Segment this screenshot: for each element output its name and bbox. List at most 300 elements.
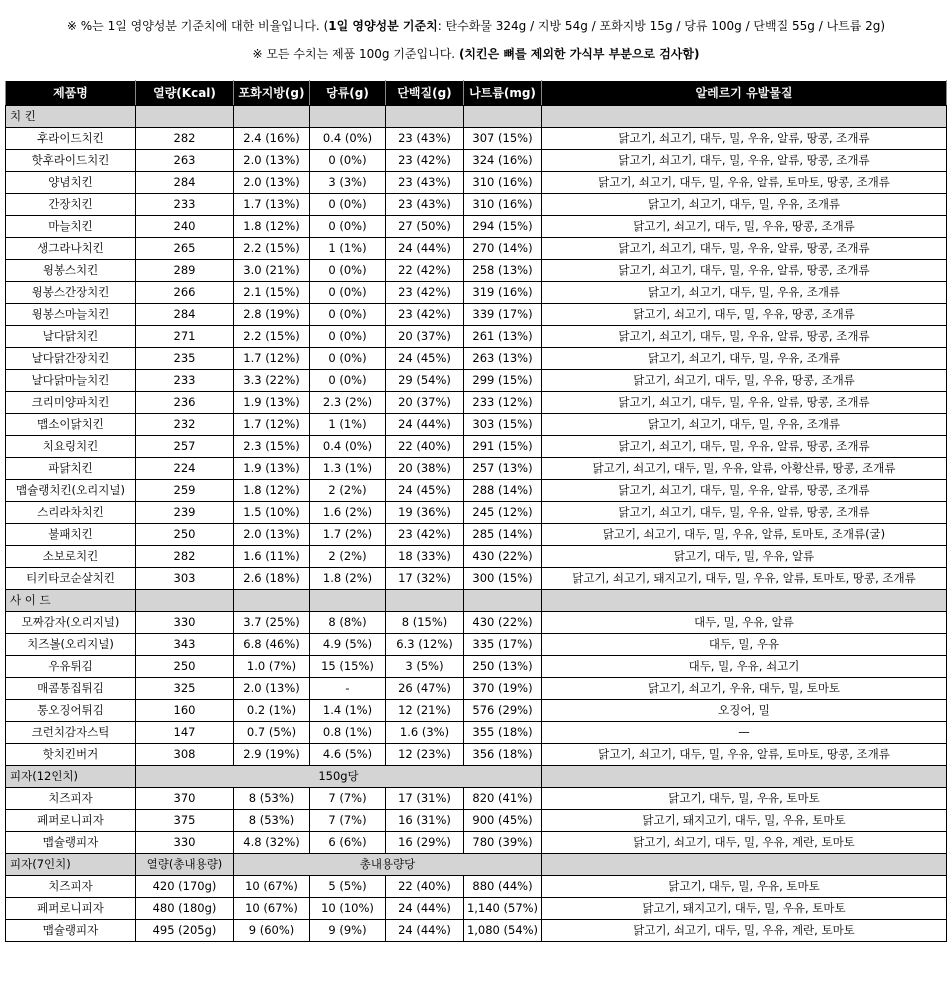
allergens: 닭고기, 쇠고기, 대두, 밀, 우유, 계란, 토마토 (542, 920, 947, 942)
calories: 308 (136, 744, 234, 766)
saturated-fat: 2.8 (19%) (234, 304, 310, 326)
protein: 22 (42%) (386, 260, 464, 282)
section-label: 사 이 드 (6, 590, 136, 612)
sodium: 285 (14%) (464, 524, 542, 546)
protein: 20 (37%) (386, 326, 464, 348)
allergens: 닭고기, 돼지고기, 대두, 밀, 우유, 토마토 (542, 810, 947, 832)
section-empty-cell (542, 590, 947, 612)
product-name: 날다닭간장치킨 (6, 348, 136, 370)
section-basis: 총내용량당 (234, 854, 542, 876)
sodium: 339 (17%) (464, 304, 542, 326)
section-empty-cell (464, 106, 542, 128)
calories: 495 (205g) (136, 920, 234, 942)
header-product: 제품명 (6, 81, 136, 106)
sugar: 15 (15%) (310, 656, 386, 678)
table-row (6, 898, 947, 920)
allergens: 닭고기, 쇠고기, 대두, 밀, 우유, 계란, 토마토 (542, 832, 947, 854)
header-sodium: 나트륨(mg) (464, 81, 542, 106)
nutrition-table (5, 80, 947, 942)
section-empty-cell (234, 106, 310, 128)
sodium: 576 (29%) (464, 700, 542, 722)
protein: 17 (31%) (386, 788, 464, 810)
calories: 330 (136, 612, 234, 634)
calories: 235 (136, 348, 234, 370)
allergens: 닭고기, 대두, 밀, 우유, 토마토 (542, 788, 947, 810)
product-name: 통오징어튀김 (6, 700, 136, 722)
sugar: 1.4 (1%) (310, 700, 386, 722)
protein: 17 (32%) (386, 568, 464, 590)
allergens: 닭고기, 쇠고기, 대두, 밀, 우유, 땅콩, 조개류 (542, 216, 947, 238)
protein: 1.6 (3%) (386, 722, 464, 744)
allergens: 닭고기, 쇠고기, 대두, 밀, 우유, 알류, 땅콩, 조개류 (542, 392, 947, 414)
product-name: 모짜감자(오리지널) (6, 612, 136, 634)
protein: 24 (44%) (386, 898, 464, 920)
protein: 23 (42%) (386, 304, 464, 326)
saturated-fat: 1.5 (10%) (234, 502, 310, 524)
product-name: 치요링치킨 (6, 436, 136, 458)
sodium: 356 (18%) (464, 744, 542, 766)
calories: 343 (136, 634, 234, 656)
saturated-fat: 1.9 (13%) (234, 458, 310, 480)
calories: 263 (136, 150, 234, 172)
calories: 233 (136, 370, 234, 392)
protein: 24 (44%) (386, 238, 464, 260)
section-empty-cell (234, 590, 310, 612)
product-name: 생그라나치킨 (6, 238, 136, 260)
product-name: 날다닭치킨 (6, 326, 136, 348)
allergens: 닭고기, 쇠고기, 대두, 밀, 우유, 알류, 땅콩, 조개류 (542, 128, 947, 150)
sugar: 0 (0%) (310, 304, 386, 326)
protein: 6.3 (12%) (386, 634, 464, 656)
table-row (6, 458, 947, 480)
allergens: 닭고기, 쇠고기, 돼지고기, 대두, 밀, 우유, 알류, 토마토, 땅콩, 조개류 (542, 568, 947, 590)
sodium: 300 (15%) (464, 568, 542, 590)
protein: 23 (43%) (386, 172, 464, 194)
protein: 12 (23%) (386, 744, 464, 766)
saturated-fat: 3.7 (25%) (234, 612, 310, 634)
product-name: 윙봉스마늘치킨 (6, 304, 136, 326)
allergens: 오징어, 밀 (542, 700, 947, 722)
header-sugar: 당류(g) (310, 81, 386, 106)
protein: 24 (44%) (386, 920, 464, 942)
protein: 22 (40%) (386, 436, 464, 458)
product-name: 맵슐랭피자 (6, 832, 136, 854)
sugar: 8 (8%) (310, 612, 386, 634)
calories: 257 (136, 436, 234, 458)
table-row (6, 370, 947, 392)
protein: 18 (33%) (386, 546, 464, 568)
product-name: 불패치킨 (6, 524, 136, 546)
allergens: 닭고기, 쇠고기, 대두, 밀, 우유, 알류, 땅콩, 조개류 (542, 436, 947, 458)
protein: 20 (37%) (386, 392, 464, 414)
allergens: 대두, 밀, 우유, 알류 (542, 612, 947, 634)
calories: 259 (136, 480, 234, 502)
saturated-fat: 10 (67%) (234, 876, 310, 898)
calories: 160 (136, 700, 234, 722)
table-row (6, 260, 947, 282)
protein: 26 (47%) (386, 678, 464, 700)
allergens: 대두, 밀, 우유, 쇠고기 (542, 656, 947, 678)
allergens: 닭고기, 쇠고기, 대두, 밀, 우유, 알류, 토마토, 조개류(굴) (542, 524, 947, 546)
allergens: 닭고기, 쇠고기, 대두, 밀, 우유, 알류, 땅콩, 조개류 (542, 502, 947, 524)
section-empty-cell (386, 106, 464, 128)
sugar: 9 (9%) (310, 920, 386, 942)
sugar: 2 (2%) (310, 546, 386, 568)
allergens: 닭고기, 쇠고기, 대두, 밀, 우유, 알류, 땅콩, 조개류 (542, 150, 947, 172)
sodium: 780 (39%) (464, 832, 542, 854)
calories: 282 (136, 128, 234, 150)
product-name: 크리미양파치킨 (6, 392, 136, 414)
sodium: 880 (44%) (464, 876, 542, 898)
sugar: 0.4 (0%) (310, 128, 386, 150)
sodium: 261 (13%) (464, 326, 542, 348)
section-header-row (6, 106, 947, 128)
table-row (6, 678, 947, 700)
calories: 480 (180g) (136, 898, 234, 920)
table-row (6, 524, 947, 546)
protein: 23 (43%) (386, 128, 464, 150)
table-row (6, 700, 947, 722)
sodium: 310 (16%) (464, 194, 542, 216)
table-row (6, 546, 947, 568)
sugar: 4.6 (5%) (310, 744, 386, 766)
daily-value-note: ※ %는 1일 영양성분 기준치에 대한 비율입니다. (1일 영양성분 기준치: 탄수화물 324g / 지방 54g / 포화지방 15g / 당류 100g / 단백질 55g / 나트륨 2g) (66, 19, 886, 33)
allergens: 닭고기, 쇠고기, 대두, 밀, 우유, 알류, 땅콩, 조개류 (542, 326, 947, 348)
sodium: 245 (12%) (464, 502, 542, 524)
sugar: 0 (0%) (310, 194, 386, 216)
table-row (6, 282, 947, 304)
calories: 289 (136, 260, 234, 282)
sugar: 0 (0%) (310, 150, 386, 172)
sodium: 291 (15%) (464, 436, 542, 458)
calories: 284 (136, 304, 234, 326)
sodium: 310 (16%) (464, 172, 542, 194)
saturated-fat: 1.7 (12%) (234, 348, 310, 370)
sodium: 900 (45%) (464, 810, 542, 832)
allergens: 닭고기, 쇠고기, 대두, 밀, 우유, 알류, 땅콩, 조개류 (542, 238, 947, 260)
header-saturated-fat: 포화지방(g) (234, 81, 310, 106)
calories: 233 (136, 194, 234, 216)
calories: 420 (170g) (136, 876, 234, 898)
allergens: 닭고기, 대두, 밀, 우유, 알류 (542, 546, 947, 568)
table-row (6, 920, 947, 942)
product-name: 소보로치킨 (6, 546, 136, 568)
table-row (6, 568, 947, 590)
calories: 265 (136, 238, 234, 260)
sugar: 1 (1%) (310, 414, 386, 436)
allergens: 닭고기, 쇠고기, 대두, 밀, 우유, 알류, 땅콩, 조개류 (542, 260, 947, 282)
saturated-fat: 1.7 (12%) (234, 414, 310, 436)
product-name: 후라이드치킨 (6, 128, 136, 150)
saturated-fat: 2.0 (13%) (234, 150, 310, 172)
table-row (6, 722, 947, 744)
table-row (6, 304, 947, 326)
sodium: 257 (13%) (464, 458, 542, 480)
saturated-fat: 10 (67%) (234, 898, 310, 920)
protein: 23 (42%) (386, 282, 464, 304)
protein: 22 (40%) (386, 876, 464, 898)
sodium: 288 (14%) (464, 480, 542, 502)
sugar: 1.3 (1%) (310, 458, 386, 480)
sugar: 0.4 (0%) (310, 436, 386, 458)
section-basis: 150g당 (136, 766, 542, 788)
sugar: 4.9 (5%) (310, 634, 386, 656)
calories: 224 (136, 458, 234, 480)
table-row (6, 788, 947, 810)
section-empty-cell (136, 590, 234, 612)
sugar: 0 (0%) (310, 326, 386, 348)
allergens: 대두, 밀, 우유 (542, 634, 947, 656)
product-name: 맵소이닭치킨 (6, 414, 136, 436)
sodium: 355 (18%) (464, 722, 542, 744)
table-row (6, 634, 947, 656)
sugar: 6 (6%) (310, 832, 386, 854)
protein: 12 (21%) (386, 700, 464, 722)
allergens: 닭고기, 쇠고기, 대두, 밀, 우유, 알류, 토마토, 땅콩, 조개류 (542, 744, 947, 766)
protein: 16 (31%) (386, 810, 464, 832)
sodium: 324 (16%) (464, 150, 542, 172)
product-name: 페퍼로니피자 (6, 810, 136, 832)
saturated-fat: 2.2 (15%) (234, 238, 310, 260)
protein: 23 (42%) (386, 150, 464, 172)
table-row (6, 832, 947, 854)
saturated-fat: 9 (60%) (234, 920, 310, 942)
sugar: 5 (5%) (310, 876, 386, 898)
allergens: — (542, 722, 947, 744)
allergens: 닭고기, 쇠고기, 대두, 밀, 우유, 조개류 (542, 194, 947, 216)
allergens: 닭고기, 쇠고기, 대두, 밀, 우유, 땅콩, 조개류 (542, 370, 947, 392)
sugar: 0 (0%) (310, 260, 386, 282)
product-name: 간장치킨 (6, 194, 136, 216)
table-row (6, 480, 947, 502)
product-name: 핫치킨버거 (6, 744, 136, 766)
table-row (6, 172, 947, 194)
sodium: 258 (13%) (464, 260, 542, 282)
header-allergens: 알레르기 유발물질 (542, 81, 947, 106)
basis-note: ※ 모든 수치는 제품 100g 기준입니다. (치킨은 뼈를 제외한 가식부 부분으로 검사함) (252, 47, 700, 61)
protein: 23 (43%) (386, 194, 464, 216)
table-row (6, 326, 947, 348)
section-label: 피자(7인치) (6, 854, 136, 876)
saturated-fat: 8 (53%) (234, 810, 310, 832)
product-name: 크런치감자스틱 (6, 722, 136, 744)
product-name: 치즈피자 (6, 788, 136, 810)
section-empty-cell (386, 590, 464, 612)
protein: 24 (45%) (386, 480, 464, 502)
saturated-fat: 1.9 (13%) (234, 392, 310, 414)
saturated-fat: 8 (53%) (234, 788, 310, 810)
calories: 147 (136, 722, 234, 744)
calories: 303 (136, 568, 234, 590)
sodium: 299 (15%) (464, 370, 542, 392)
sodium: 319 (16%) (464, 282, 542, 304)
header-calories: 열량(Kcal) (136, 81, 234, 106)
saturated-fat: 0.2 (1%) (234, 700, 310, 722)
saturated-fat: 2.4 (16%) (234, 128, 310, 150)
allergens: 닭고기, 쇠고기, 대두, 밀, 우유, 조개류 (542, 348, 947, 370)
saturated-fat: 1.6 (11%) (234, 546, 310, 568)
product-name: 양념치킨 (6, 172, 136, 194)
allergens: 닭고기, 쇠고기, 우유, 대두, 밀, 토마토 (542, 678, 947, 700)
table-header-row (6, 81, 947, 106)
saturated-fat: 2.6 (18%) (234, 568, 310, 590)
saturated-fat: 2.0 (13%) (234, 172, 310, 194)
section-empty-cell (464, 590, 542, 612)
allergens: 닭고기, 돼지고기, 대두, 밀, 우유, 토마토 (542, 898, 947, 920)
product-name: 스리라차치킨 (6, 502, 136, 524)
calories: 282 (136, 546, 234, 568)
sugar: 0 (0%) (310, 370, 386, 392)
section-empty-cell (542, 106, 947, 128)
sugar: 7 (7%) (310, 788, 386, 810)
sodium: 263 (13%) (464, 348, 542, 370)
product-name: 치즈볼(오리지널) (6, 634, 136, 656)
section-header-row (6, 854, 947, 876)
sugar: 1.8 (2%) (310, 568, 386, 590)
sugar: - (310, 678, 386, 700)
sodium: 1,080 (54%) (464, 920, 542, 942)
section-label: 치 킨 (6, 106, 136, 128)
saturated-fat: 1.7 (13%) (234, 194, 310, 216)
section-empty-cell (310, 590, 386, 612)
sugar: 2.3 (2%) (310, 392, 386, 414)
protein: 24 (44%) (386, 414, 464, 436)
saturated-fat: 3.3 (22%) (234, 370, 310, 392)
section-calorie-label: 열량(총내용량) (136, 854, 234, 876)
calories: 375 (136, 810, 234, 832)
table-row (6, 216, 947, 238)
saturated-fat: 6.8 (46%) (234, 634, 310, 656)
product-name: 맵슐랭치킨(오리지널) (6, 480, 136, 502)
product-name: 치즈피자 (6, 876, 136, 898)
protein: 3 (5%) (386, 656, 464, 678)
product-name: 윙봉스치킨 (6, 260, 136, 282)
sodium: 250 (13%) (464, 656, 542, 678)
allergens: 닭고기, 대두, 밀, 우유, 토마토 (542, 876, 947, 898)
allergens: 닭고기, 쇠고기, 대두, 밀, 우유, 알류, 아황산류, 땅콩, 조개류 (542, 458, 947, 480)
product-name: 마늘치킨 (6, 216, 136, 238)
saturated-fat: 1.8 (12%) (234, 216, 310, 238)
section-empty-cell (542, 766, 947, 788)
table-row (6, 876, 947, 898)
sugar: 7 (7%) (310, 810, 386, 832)
sugar: 2 (2%) (310, 480, 386, 502)
section-empty-cell (310, 106, 386, 128)
calories: 232 (136, 414, 234, 436)
saturated-fat: 2.3 (15%) (234, 436, 310, 458)
calories: 325 (136, 678, 234, 700)
product-name: 맵슐랭피자 (6, 920, 136, 942)
table-row (6, 656, 947, 678)
sodium: 233 (12%) (464, 392, 542, 414)
table-row (6, 502, 947, 524)
allergens: 닭고기, 쇠고기, 대두, 밀, 우유, 조개류 (542, 414, 947, 436)
sugar: 1.7 (2%) (310, 524, 386, 546)
product-name: 티키타코순살치킨 (6, 568, 136, 590)
sodium: 270 (14%) (464, 238, 542, 260)
sugar: 0.8 (1%) (310, 722, 386, 744)
section-header-row (6, 590, 947, 612)
table-row (6, 744, 947, 766)
header-protein: 단백질(g) (386, 81, 464, 106)
calories: 330 (136, 832, 234, 854)
sodium: 307 (15%) (464, 128, 542, 150)
table-row (6, 238, 947, 260)
sugar: 3 (3%) (310, 172, 386, 194)
product-name: 파닭치킨 (6, 458, 136, 480)
saturated-fat: 3.0 (21%) (234, 260, 310, 282)
sugar: 0 (0%) (310, 282, 386, 304)
saturated-fat: 2.1 (15%) (234, 282, 310, 304)
saturated-fat: 0.7 (5%) (234, 722, 310, 744)
sugar: 0 (0%) (310, 348, 386, 370)
sodium: 294 (15%) (464, 216, 542, 238)
saturated-fat: 2.0 (13%) (234, 678, 310, 700)
table-body (6, 106, 947, 942)
protein: 8 (15%) (386, 612, 464, 634)
calories: 236 (136, 392, 234, 414)
product-name: 날다닭마늘치킨 (6, 370, 136, 392)
sodium: 820 (41%) (464, 788, 542, 810)
product-name: 매콤통집튀김 (6, 678, 136, 700)
product-name: 윙봉스간장치킨 (6, 282, 136, 304)
calories: 266 (136, 282, 234, 304)
table-row (6, 810, 947, 832)
saturated-fat: 4.8 (32%) (234, 832, 310, 854)
table-row (6, 150, 947, 172)
calories: 284 (136, 172, 234, 194)
calories: 370 (136, 788, 234, 810)
table-row (6, 194, 947, 216)
sodium: 430 (22%) (464, 546, 542, 568)
section-header-row (6, 766, 947, 788)
sugar: 0 (0%) (310, 216, 386, 238)
allergens: 닭고기, 쇠고기, 대두, 밀, 우유, 알류, 토마토, 땅콩, 조개류 (542, 172, 947, 194)
product-name: 우유튀김 (6, 656, 136, 678)
section-empty-cell (136, 106, 234, 128)
table-row (6, 348, 947, 370)
sodium: 370 (19%) (464, 678, 542, 700)
product-name: 페퍼로니피자 (6, 898, 136, 920)
protein: 16 (29%) (386, 832, 464, 854)
calories: 250 (136, 524, 234, 546)
table-row (6, 612, 947, 634)
sugar: 1 (1%) (310, 238, 386, 260)
sodium: 335 (17%) (464, 634, 542, 656)
saturated-fat: 1.8 (12%) (234, 480, 310, 502)
saturated-fat: 1.0 (7%) (234, 656, 310, 678)
table-row (6, 392, 947, 414)
product-name: 핫후라이드치킨 (6, 150, 136, 172)
saturated-fat: 2.0 (13%) (234, 524, 310, 546)
saturated-fat: 2.9 (19%) (234, 744, 310, 766)
table-row (6, 414, 947, 436)
sugar: 10 (10%) (310, 898, 386, 920)
sodium: 1,140 (57%) (464, 898, 542, 920)
sodium: 430 (22%) (464, 612, 542, 634)
sodium: 303 (15%) (464, 414, 542, 436)
allergens: 닭고기, 쇠고기, 대두, 밀, 우유, 알류, 땅콩, 조개류 (542, 480, 947, 502)
protein: 24 (45%) (386, 348, 464, 370)
calories: 239 (136, 502, 234, 524)
protein: 23 (42%) (386, 524, 464, 546)
calories: 250 (136, 656, 234, 678)
section-label: 피자(12인치) (6, 766, 136, 788)
table-row (6, 128, 947, 150)
calories: 240 (136, 216, 234, 238)
calories: 271 (136, 326, 234, 348)
protein: 27 (50%) (386, 216, 464, 238)
